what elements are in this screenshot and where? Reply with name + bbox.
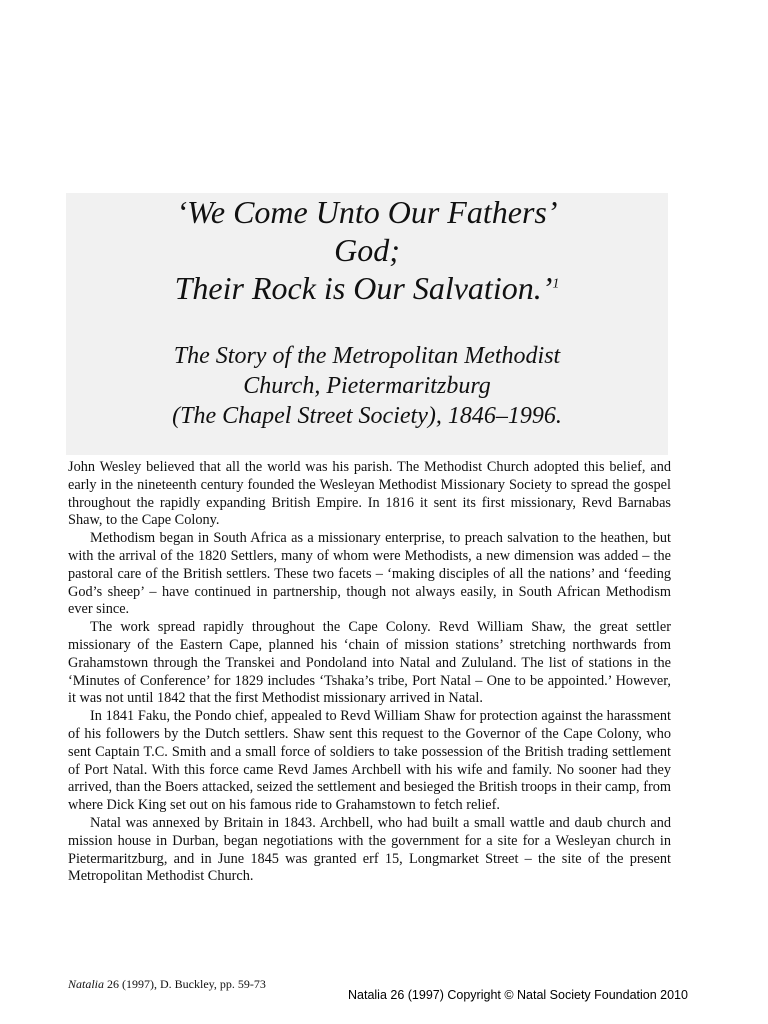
citation-details: 26 (1997), D. Buckley, pp. 59-73 — [104, 977, 266, 991]
body-paragraph: The work spread rapidly throughout the Cape Colony. Revd William Shaw, the great settler missionary of the Eastern Cape, planned his ‘chain of mission stations’ stretching northwards from Grahamstown through the Transkei and Pondoland into Natal and Zululand. The list of stations in the ‘Minutes of Conference’ for 1829 includes ‘Tshaka’s tribe, Port Natal – One to be appointed.’ However, it was not until 1842 that the first Methodist missionary arrived in Natal. — [68, 619, 671, 707]
article-body — [68, 459, 671, 886]
subtitle-line-1: The Story of the Metropolitan Methodist — [173, 343, 561, 369]
body-paragraph: Methodism began in South Africa as a missionary enterprise, to preach salvation to the heathen, but with the arrival of the 1820 Settlers, many of whom were Methodists, a new dimension was added – the pastoral care of the British settlers. These two facets – ‘making disciples of all the nations’ and ‘feeding God’s sheep’ – have continued in partnership, though not always easily, in South African Methodism ever since. — [68, 530, 671, 618]
title-line-1: ‘We Come Unto Our Fathers’ — [176, 194, 558, 230]
copyright-notice: Natalia 26 (1997) Copyright © Natal Society Foundation 2010 — [348, 988, 688, 1002]
citation-journal: Natalia — [68, 977, 105, 991]
page-citation — [68, 977, 266, 991]
body-paragraph: Natal was annexed by Britain in 1843. Archbell, who had built a small wattle and daub church and mission house in Durban, began negotiations with the government for a site for a Wesleyan church in Pietermaritzburg, and in June 1845 was granted erf 15, Longmarket Street – the site of the present Metropolitan Methodist Church. — [68, 814, 671, 885]
footnote-marker[interactable]: 1 — [552, 276, 560, 292]
subtitle-line-3: (The Chapel Street Society), 1846–1996. — [172, 403, 562, 429]
title-line-3-text: Their Rock is Our Salvation.’ — [174, 270, 553, 306]
title-line-2: God; — [334, 232, 400, 268]
subtitle-line-2: Church, Pietermaritzburg — [243, 373, 491, 399]
article-title — [66, 193, 668, 307]
body-paragraph: John Wesley believed that all the world was his parish. The Methodist Church adopted this belief, and early in the nineteenth century founded the Wesleyan Methodist Missionary Society to spread the gospel throughout the rapidly expanding British Empire. In 1816 it sent its first missionary, Revd Barnabas Shaw, to the Cape Colony. — [68, 459, 671, 529]
article-subtitle — [66, 341, 668, 431]
body-paragraph: In 1841 Faku, the Pondo chief, appealed to Revd William Shaw for protection against the harassment of his followers by the Dutch settlers. Shaw sent this request to the Governor of the Cape Colony, who sent Captain T.C. Smith and a small force of soldiers to take possession of the British trading settlement of Port Natal. With this force came Revd James Archbell with his wife and family. No sooner had they arrived, than the Boers attacked, seized the settlement and besieged the British troops in their camp, from where Dick King set out on his famous ride to Grahamstown to fetch relief. — [68, 708, 671, 814]
title-line-3 — [66, 269, 668, 307]
